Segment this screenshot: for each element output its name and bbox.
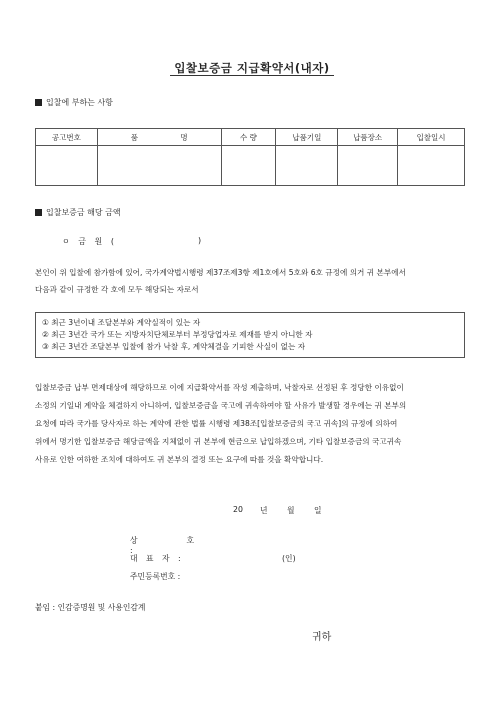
table-cell[interactable]	[97, 146, 221, 186]
body-line: 사유로 인한 여하한 조치에 대하여도 귀 본부의 결정 또는 요구에 따를 것을 확약합니다.	[35, 455, 324, 464]
section1-heading	[35, 97, 113, 108]
seal-mark: (인)	[282, 554, 296, 563]
table-header-row	[36, 129, 465, 146]
table-header-cell: 입찰일시	[398, 129, 465, 146]
table-cell[interactable]	[36, 146, 98, 186]
title-underline	[170, 75, 334, 76]
body-line: 입찰보증금 납부 면제대상에 해당하므로 이에 지급확약서를 작성 제출하며, 낙찰자로 선정된 후 정당한 이유없이	[35, 383, 404, 392]
intro-paragraph	[35, 264, 475, 298]
attachment-note: 붙임 : 인감증명원 및 사용인감계	[35, 603, 146, 612]
amount-close: )	[198, 236, 202, 245]
body-line: 위에서 명기한 입찰보증금 해당금액을 지체없이 귀 본부에 현금으로 납입하겠으며, 기타 입찰보증금의 국고귀속	[35, 437, 402, 446]
table-header-cell: 납품장소	[338, 129, 398, 146]
table-cell[interactable]	[221, 146, 276, 186]
condition-item: ② 최근 3년간 국가 또는 지방자치단체로부터 부정당업자로 제재를 받지 아니한 자	[42, 330, 313, 339]
section1-heading-text: 입찰에 부하는 사항	[46, 98, 113, 107]
table-cell[interactable]	[338, 146, 398, 186]
date-year-unit: 년	[260, 506, 268, 515]
condition-item: ③ 최근 3년간 조달본부 입찰에 참가 낙찰 후, 계약체결을 기피한 사실이 없는 자	[42, 342, 306, 351]
table-cell[interactable]	[276, 146, 338, 186]
intro-line: 본인이 위 입찰에 참가함에 있어, 국가계약법시행령 제37조제3항 제1호에서 5호와 6호 규정에 의거 귀 본부에서	[35, 268, 406, 277]
table-header-cell: 품 명	[97, 129, 221, 146]
intro-line: 다음과 같이 규정한 각 호에 모두 해당되는 자로서	[35, 285, 199, 294]
conditions-box	[35, 312, 465, 358]
table-header-cell: 납품기일	[276, 129, 338, 146]
body-line: 소정의 기일내 계약을 체결하지 아니하여, 입찰보증금을 국고에 귀속하여야 할 사유가 발생할 경우에는 귀 본부의	[35, 401, 407, 410]
square-bullet-icon	[35, 99, 42, 106]
amount-line	[62, 236, 114, 247]
table-cell[interactable]	[398, 146, 465, 186]
amount-label: ㅇ 금 원 (	[62, 237, 114, 246]
table-header-cell: 공고번호	[36, 129, 98, 146]
section2-heading-text: 입찰보증금 해당 금액	[46, 208, 121, 217]
date-month-unit: 월	[287, 506, 295, 515]
condition-item: ① 최근 3년이내 조달본부와 계약실적이 있는 자	[42, 318, 201, 327]
page-title: 입찰보증금 지급확약서(내자)	[174, 61, 330, 75]
addressee: 귀하	[312, 632, 332, 643]
items-table	[35, 128, 465, 186]
section2-heading	[35, 207, 121, 218]
table-header-cell: 수 량	[221, 129, 276, 146]
date-day-unit: 일	[314, 506, 322, 515]
id-number-label: 주민등록번호 :	[130, 572, 181, 581]
representative-label: 대 표 자 :	[130, 554, 181, 563]
body-line: 요청에 따라 국가를 당사자로 하는 계약에 관한 법률 시행령 제38조[입찰보증금의 국고 귀속]의 규정에 의하여	[35, 419, 398, 428]
table-row	[36, 146, 465, 186]
date-year: 20	[233, 505, 243, 514]
square-bullet-icon	[35, 209, 42, 216]
company-label: 상 호 :	[130, 536, 194, 555]
body-paragraph	[35, 379, 475, 469]
